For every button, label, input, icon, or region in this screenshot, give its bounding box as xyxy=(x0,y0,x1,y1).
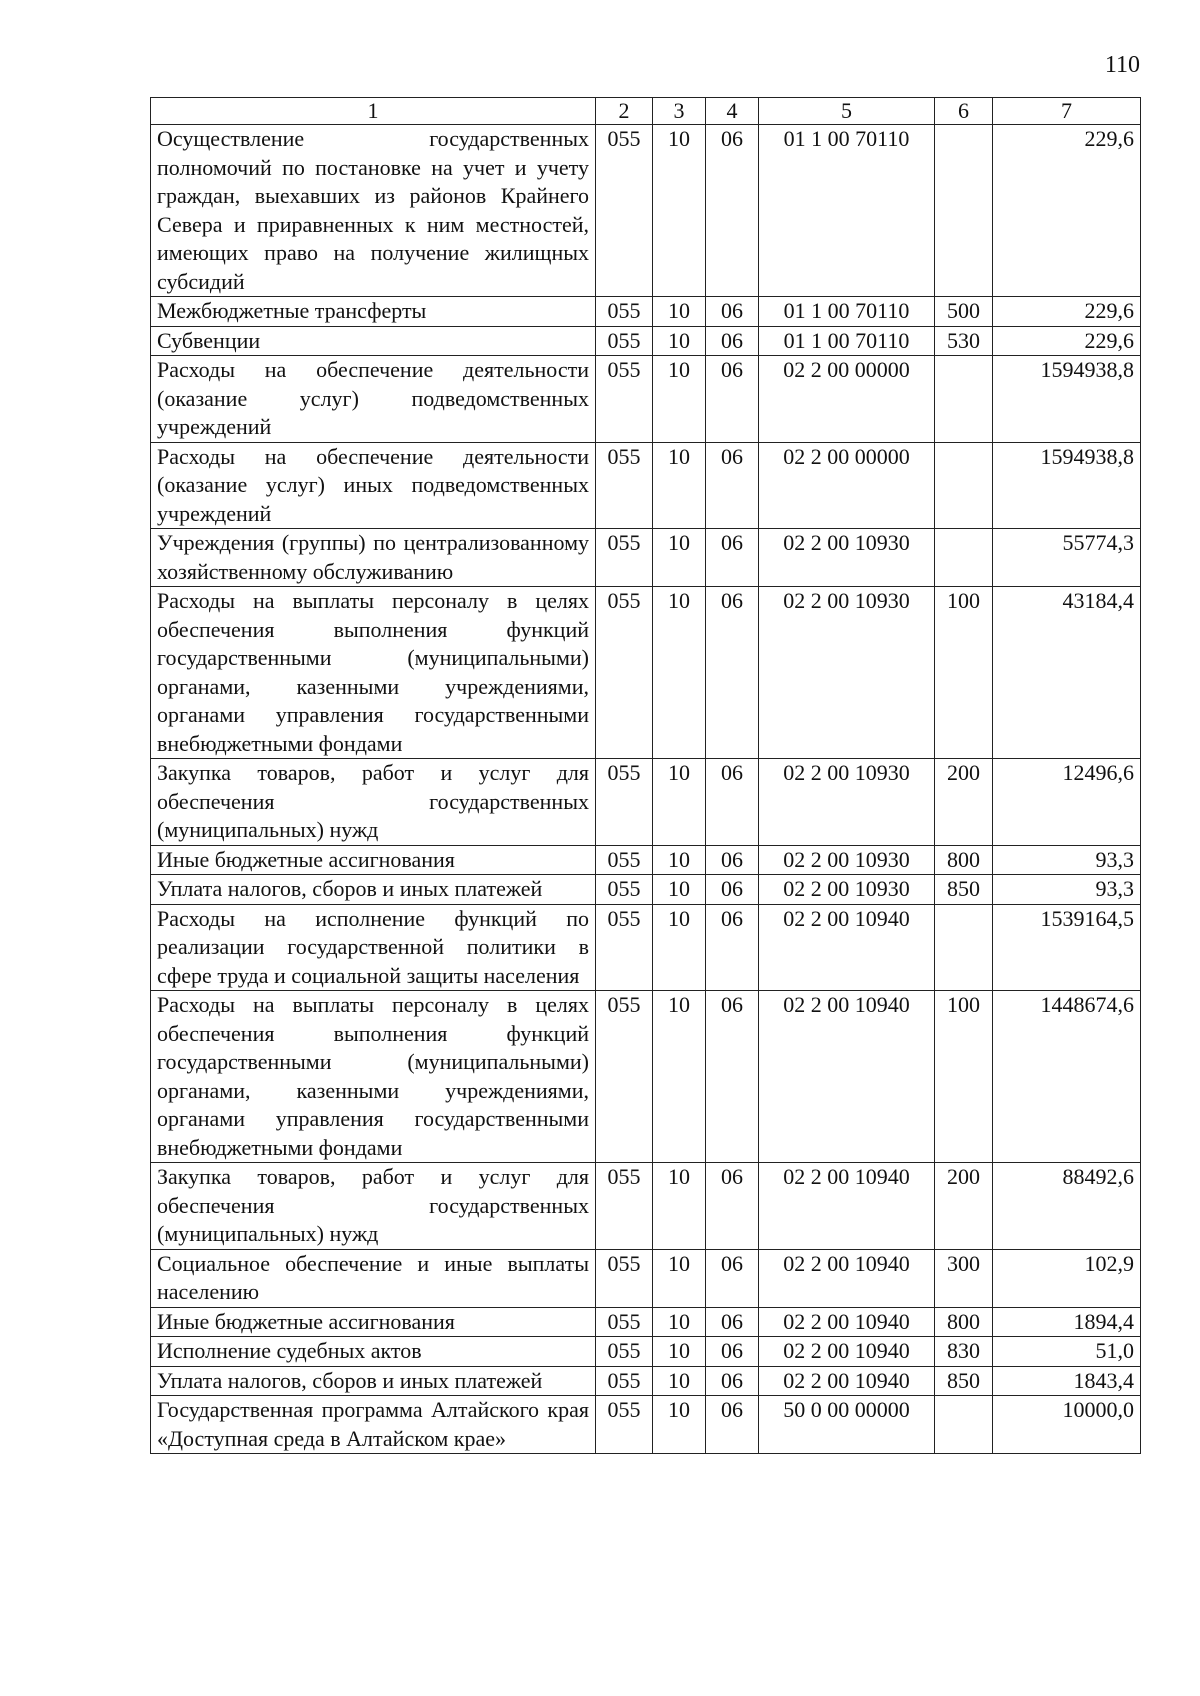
target-article-cell: 02 2 00 00000 xyxy=(759,356,935,443)
section-cell: 10 xyxy=(653,1337,706,1367)
admin-code-cell: 055 xyxy=(596,587,653,759)
row-name-cell: Субвенции xyxy=(151,326,596,356)
row-name-cell: Иные бюджетные ассигнования xyxy=(151,845,596,875)
expense-type-cell: 800 xyxy=(935,1307,993,1337)
target-article-cell: 02 2 00 10940 xyxy=(759,1307,935,1337)
section-cell: 10 xyxy=(653,297,706,327)
table-row xyxy=(151,904,1141,991)
target-article-cell: 02 2 00 10940 xyxy=(759,1337,935,1367)
section-cell: 10 xyxy=(653,1396,706,1454)
table-row xyxy=(151,125,1141,297)
amount-cell: 1843,4 xyxy=(993,1366,1141,1396)
row-name-cell: Расходы на обеспечение деятельности (оказание услуг) иных подведомственных учреждений xyxy=(151,442,596,529)
table-row xyxy=(151,326,1141,356)
admin-code-cell: 055 xyxy=(596,1163,653,1250)
table-row xyxy=(151,1337,1141,1367)
budget-table xyxy=(150,97,1141,1454)
row-name-cell: Уплата налогов, сборов и иных платежей xyxy=(151,1366,596,1396)
table-row xyxy=(151,297,1141,327)
table-row xyxy=(151,1396,1141,1454)
subsection-cell: 06 xyxy=(706,1396,759,1454)
row-name-cell: Осуществление государственных полномочий по постановке на учет и учету граждан, выехавших из районов Крайнего Севера и приравненных к ним местностей, имеющих право на получение жилищных субсидий xyxy=(151,125,596,297)
target-article-cell: 02 2 00 10940 xyxy=(759,1366,935,1396)
admin-code-cell: 055 xyxy=(596,904,653,991)
expense-type-cell: 850 xyxy=(935,1366,993,1396)
amount-cell: 1539164,5 xyxy=(993,904,1141,991)
amount-cell: 55774,3 xyxy=(993,529,1141,587)
amount-cell: 229,6 xyxy=(993,125,1141,297)
target-article-cell: 02 2 00 10940 xyxy=(759,904,935,991)
admin-code-cell: 055 xyxy=(596,759,653,846)
row-name-cell: Расходы на выплаты персоналу в целях обеспечения выполнения функций государственными (муниципальными) органами, казенными учреждениями, органами управления государственными внебюджетными фондами xyxy=(151,587,596,759)
section-cell: 10 xyxy=(653,1163,706,1250)
target-article-cell: 01 1 00 70110 xyxy=(759,297,935,327)
row-name-cell: Закупка товаров, работ и услуг для обеспечения государственных (муниципальных) нужд xyxy=(151,1163,596,1250)
expense-type-cell xyxy=(935,125,993,297)
subsection-cell: 06 xyxy=(706,904,759,991)
row-name-cell: Межбюджетные трансферты xyxy=(151,297,596,327)
admin-code-cell: 055 xyxy=(596,1396,653,1454)
expense-type-cell xyxy=(935,904,993,991)
header-col-7: 7 xyxy=(993,98,1141,125)
table-row xyxy=(151,356,1141,443)
expense-type-cell: 500 xyxy=(935,297,993,327)
table-row xyxy=(151,759,1141,846)
row-name-cell: Исполнение судебных актов xyxy=(151,1337,596,1367)
subsection-cell: 06 xyxy=(706,529,759,587)
expense-type-cell: 800 xyxy=(935,845,993,875)
page-number: 110 xyxy=(1104,52,1140,78)
subsection-cell: 06 xyxy=(706,759,759,846)
expense-type-cell xyxy=(935,1396,993,1454)
expense-type-cell: 530 xyxy=(935,326,993,356)
subsection-cell: 06 xyxy=(706,1307,759,1337)
section-cell: 10 xyxy=(653,991,706,1163)
target-article-cell: 02 2 00 10940 xyxy=(759,991,935,1163)
section-cell: 10 xyxy=(653,326,706,356)
expense-type-cell: 850 xyxy=(935,875,993,905)
admin-code-cell: 055 xyxy=(596,875,653,905)
target-article-cell: 50 0 00 00000 xyxy=(759,1396,935,1454)
row-name-cell: Расходы на исполнение функций по реализации государственной политики в сфере труда и социальной защиты населения xyxy=(151,904,596,991)
row-name-cell: Расходы на выплаты персоналу в целях обеспечения выполнения функций государственными (муниципальными) органами, казенными учреждениями, органами управления государственными внебюджетными фондами xyxy=(151,991,596,1163)
subsection-cell: 06 xyxy=(706,356,759,443)
section-cell: 10 xyxy=(653,845,706,875)
subsection-cell: 06 xyxy=(706,1249,759,1307)
row-name-cell: Иные бюджетные ассигнования xyxy=(151,1307,596,1337)
amount-cell: 1594938,8 xyxy=(993,356,1141,443)
table-body xyxy=(151,125,1141,1454)
expense-type-cell: 100 xyxy=(935,587,993,759)
section-cell: 10 xyxy=(653,356,706,443)
amount-cell: 102,9 xyxy=(993,1249,1141,1307)
subsection-cell: 06 xyxy=(706,991,759,1163)
table-row xyxy=(151,1249,1141,1307)
row-name-cell: Социальное обеспечение и иные выплаты населению xyxy=(151,1249,596,1307)
table-row xyxy=(151,875,1141,905)
expense-type-cell: 300 xyxy=(935,1249,993,1307)
row-name-cell: Государственная программа Алтайского края «Доступная среда в Алтайском крае» xyxy=(151,1396,596,1454)
subsection-cell: 06 xyxy=(706,1366,759,1396)
table-row xyxy=(151,991,1141,1163)
admin-code-cell: 055 xyxy=(596,991,653,1163)
subsection-cell: 06 xyxy=(706,1337,759,1367)
admin-code-cell: 055 xyxy=(596,1249,653,1307)
section-cell: 10 xyxy=(653,1249,706,1307)
row-name-cell: Уплата налогов, сборов и иных платежей xyxy=(151,875,596,905)
subsection-cell: 06 xyxy=(706,875,759,905)
table-row xyxy=(151,442,1141,529)
amount-cell: 1894,4 xyxy=(993,1307,1141,1337)
amount-cell: 12496,6 xyxy=(993,759,1141,846)
admin-code-cell: 055 xyxy=(596,125,653,297)
expense-type-cell xyxy=(935,529,993,587)
admin-code-cell: 055 xyxy=(596,1337,653,1367)
row-name-cell: Расходы на обеспечение деятельности (оказание услуг) подведомственных учреждений xyxy=(151,356,596,443)
subsection-cell: 06 xyxy=(706,125,759,297)
header-col-4: 4 xyxy=(706,98,759,125)
section-cell: 10 xyxy=(653,125,706,297)
amount-cell: 229,6 xyxy=(993,326,1141,356)
section-cell: 10 xyxy=(653,875,706,905)
table-row xyxy=(151,845,1141,875)
amount-cell: 1594938,8 xyxy=(993,442,1141,529)
section-cell: 10 xyxy=(653,529,706,587)
admin-code-cell: 055 xyxy=(596,1366,653,1396)
admin-code-cell: 055 xyxy=(596,1307,653,1337)
amount-cell: 43184,4 xyxy=(993,587,1141,759)
target-article-cell: 02 2 00 10930 xyxy=(759,759,935,846)
table-row xyxy=(151,1366,1141,1396)
section-cell: 10 xyxy=(653,442,706,529)
amount-cell: 1448674,6 xyxy=(993,991,1141,1163)
subsection-cell: 06 xyxy=(706,297,759,327)
admin-code-cell: 055 xyxy=(596,845,653,875)
table-header-row xyxy=(151,98,1141,125)
section-cell: 10 xyxy=(653,587,706,759)
section-cell: 10 xyxy=(653,1307,706,1337)
expense-type-cell: 100 xyxy=(935,991,993,1163)
subsection-cell: 06 xyxy=(706,587,759,759)
expense-type-cell: 200 xyxy=(935,1163,993,1250)
amount-cell: 93,3 xyxy=(993,875,1141,905)
subsection-cell: 06 xyxy=(706,845,759,875)
amount-cell: 10000,0 xyxy=(993,1396,1141,1454)
target-article-cell: 01 1 00 70110 xyxy=(759,125,935,297)
target-article-cell: 02 2 00 10940 xyxy=(759,1249,935,1307)
header-col-3: 3 xyxy=(653,98,706,125)
admin-code-cell: 055 xyxy=(596,297,653,327)
header-col-1: 1 xyxy=(151,98,596,125)
target-article-cell: 02 2 00 10940 xyxy=(759,1163,935,1250)
header-col-5: 5 xyxy=(759,98,935,125)
table-row xyxy=(151,1307,1141,1337)
amount-cell: 51,0 xyxy=(993,1337,1141,1367)
expense-type-cell xyxy=(935,356,993,443)
table-row xyxy=(151,587,1141,759)
section-cell: 10 xyxy=(653,904,706,991)
amount-cell: 229,6 xyxy=(993,297,1141,327)
admin-code-cell: 055 xyxy=(596,326,653,356)
subsection-cell: 06 xyxy=(706,326,759,356)
section-cell: 10 xyxy=(653,759,706,846)
section-cell: 10 xyxy=(653,1366,706,1396)
expense-type-cell: 200 xyxy=(935,759,993,846)
admin-code-cell: 055 xyxy=(596,442,653,529)
subsection-cell: 06 xyxy=(706,442,759,529)
header-col-6: 6 xyxy=(935,98,993,125)
row-name-cell: Учреждения (группы) по централизованному хозяйственному обслуживанию xyxy=(151,529,596,587)
expense-type-cell xyxy=(935,442,993,529)
target-article-cell: 02 2 00 10930 xyxy=(759,529,935,587)
expense-type-cell: 830 xyxy=(935,1337,993,1367)
target-article-cell: 02 2 00 10930 xyxy=(759,875,935,905)
amount-cell: 93,3 xyxy=(993,845,1141,875)
header-col-2: 2 xyxy=(596,98,653,125)
target-article-cell: 02 2 00 10930 xyxy=(759,845,935,875)
target-article-cell: 02 2 00 00000 xyxy=(759,442,935,529)
target-article-cell: 01 1 00 70110 xyxy=(759,326,935,356)
row-name-cell: Закупка товаров, работ и услуг для обеспечения государственных (муниципальных) нужд xyxy=(151,759,596,846)
table-row xyxy=(151,1163,1141,1250)
amount-cell: 88492,6 xyxy=(993,1163,1141,1250)
target-article-cell: 02 2 00 10930 xyxy=(759,587,935,759)
table-row xyxy=(151,529,1141,587)
admin-code-cell: 055 xyxy=(596,529,653,587)
admin-code-cell: 055 xyxy=(596,356,653,443)
subsection-cell: 06 xyxy=(706,1163,759,1250)
